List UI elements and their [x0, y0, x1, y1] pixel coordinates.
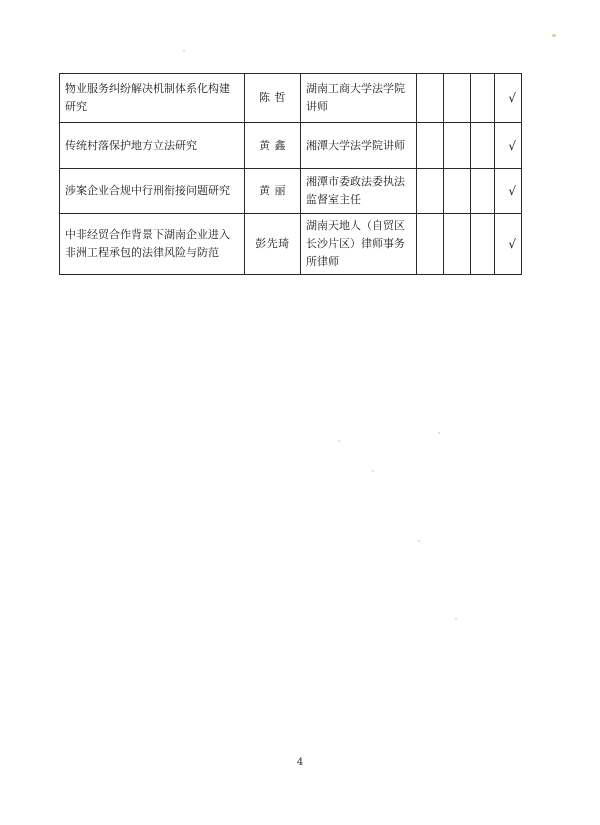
empty-cell [417, 123, 444, 169]
page-number: 4 [296, 757, 304, 768]
researcher-affiliation: 湘潭市委政法委执法监督室主任 [301, 169, 417, 214]
empty-cell [444, 214, 471, 275]
empty-cell [471, 214, 495, 275]
project-title: 物业服务纠纷解决机制体系化构建研究 [60, 74, 245, 123]
empty-cell [417, 169, 444, 214]
researcher-name: 黄 鑫 [245, 123, 301, 169]
empty-cell [471, 169, 495, 214]
check-mark: √ [495, 123, 522, 169]
empty-cell [444, 74, 471, 123]
empty-cell [444, 169, 471, 214]
empty-cell [417, 214, 444, 275]
empty-cell [471, 74, 495, 123]
empty-cell [471, 123, 495, 169]
researcher-affiliation: 湖南天地人（自贸区长沙片区）律师事务所律师 [301, 214, 417, 275]
project-title: 涉案企业合规中行刑衔接问题研究 [60, 169, 245, 214]
table-row [60, 74, 522, 123]
table-row [60, 214, 522, 275]
check-mark: √ [495, 74, 522, 123]
empty-cell [417, 74, 444, 123]
project-table [59, 73, 522, 275]
researcher-affiliation: 湖南工商大学法学院讲师 [301, 74, 417, 123]
project-title: 中非经贸合作背景下湖南企业进入非洲工程承包的法律风险与防范 [60, 214, 245, 275]
project-title: 传统村落保护地方立法研究 [60, 123, 245, 169]
empty-cell [444, 123, 471, 169]
researcher-name: 彭先琦 [245, 214, 301, 275]
researcher-name: 陈 哲 [245, 74, 301, 123]
table-row [60, 169, 522, 214]
table-row [60, 123, 522, 169]
researcher-affiliation: 湘潭大学法学院讲师 [301, 123, 417, 169]
check-mark: √ [495, 169, 522, 214]
researcher-name: 黄 丽 [245, 169, 301, 214]
check-mark: √ [495, 214, 522, 275]
